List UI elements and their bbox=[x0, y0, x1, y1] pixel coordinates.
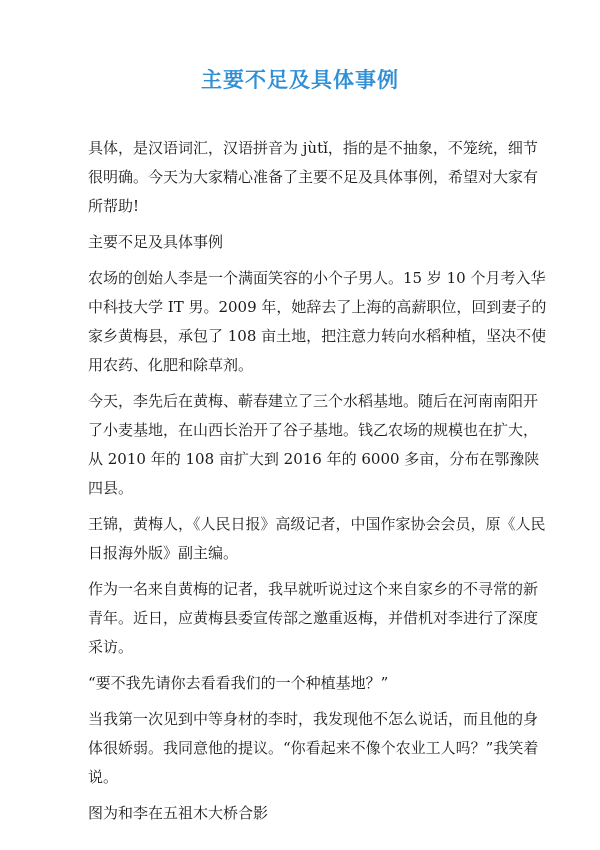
page-title: 主要不足及具体事例 bbox=[201, 68, 399, 92]
paragraph-quote: “要不我先请你去看看我们的一个种植基地？” bbox=[88, 674, 389, 692]
paragraph-caption: 图为和李在五祖木大桥合影 bbox=[88, 804, 269, 822]
paragraph-subheading: 主要不足及具体事例 bbox=[88, 233, 224, 251]
paragraph-author: 王锦，黄梅人，《人民日报》高级记者，中国作家协会会员，原《人民日报海外版》副主编。 bbox=[88, 515, 546, 562]
article-body bbox=[88, 134, 548, 835]
paragraph-interview: 作为一名来自黄梅的记者，我早就听说过这个来自家乡的不寻常的新青年。近日，应黄梅县委宣传部之邀重返梅，并借机对李进行了深度采访。 bbox=[88, 580, 539, 656]
paragraph-founder: 农场的创始人李是一个满面笑容的小个子男人。15 岁 10 个月考入华中科技大学 IT 男。2009 年，她辞去了上海的高薪职位，回到妻子的家乡黄梅县，承包了 108 亩土地，把注意力转向水稻种植，坚决不使用农药、化肥和除草剂。 bbox=[88, 269, 547, 374]
paragraph-intro: 具体，是汉语词汇，汉语拼音为 jùtǐ，指的是不抽象，不笼统，细节很明确。今天为大家精心准备了主要不足及具体事例，希望对大家有所帮助! bbox=[88, 139, 539, 215]
paragraph-meeting: 当我第一次见到中等身材的李时，我发现他不怎么说话，而且他的身体很娇弱。我同意他的提议。“你看起来不像个农业工人吗？”我笑着说。 bbox=[88, 710, 539, 786]
paragraph-bases: 今天，李先后在黄梅、蕲春建立了三个水稻基地。随后在河南南阳开了小麦基地，在山西长治开了谷子基地。钱乙农场的规模也在扩大，从 2010 年的 108 亩扩大到 2016 年的 6000 多亩，分布在鄂豫陕四县。 bbox=[88, 392, 540, 497]
